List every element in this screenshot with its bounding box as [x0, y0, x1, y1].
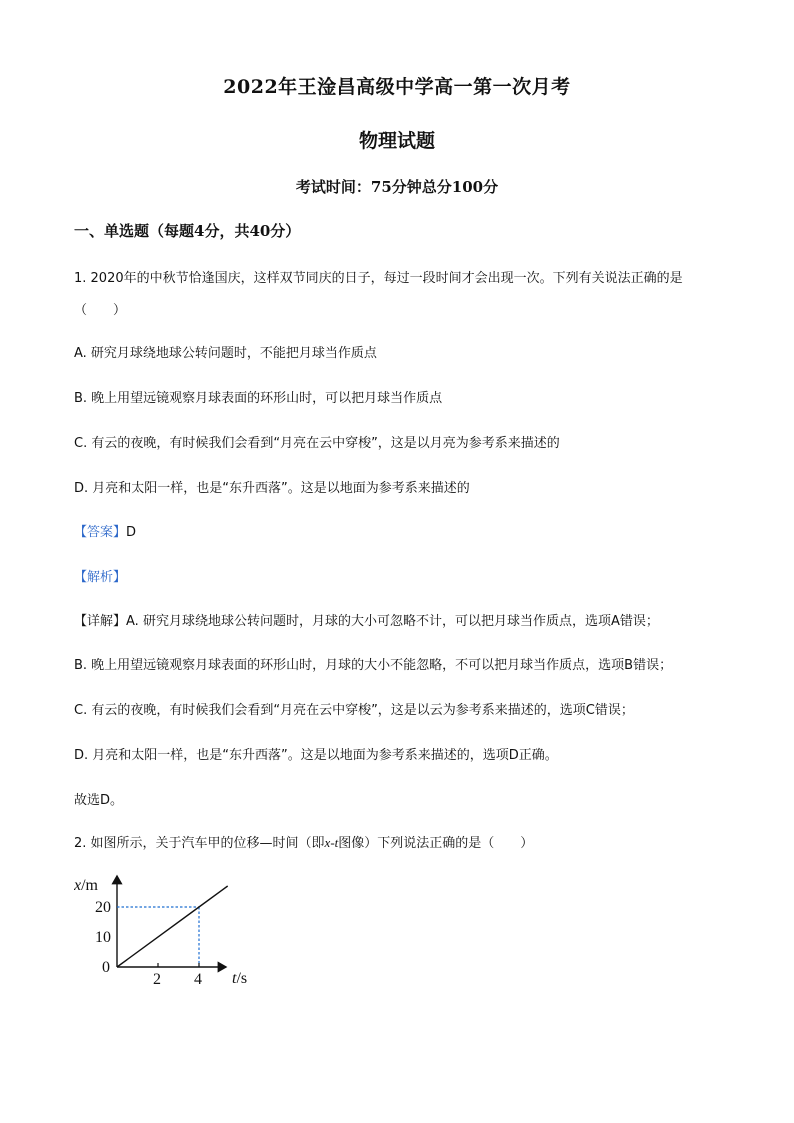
detail-line-c: C. 有云的夜晚，有时候我们会看到“月亮在云中穿梭”，这是以云为参考系来描述的，选项C错误；: [74, 703, 634, 718]
section-heading: 一、单选题（每题4分，共40分）: [74, 222, 301, 240]
answer-tag: 【答案】: [74, 525, 127, 540]
q2-stem-suffix: 图像）下列说法正确的是（ ）: [338, 836, 534, 851]
q2-stem: [74, 832, 533, 851]
y-axis-label: x/m: [74, 877, 98, 894]
detail-tag: 【详解】: [74, 614, 127, 629]
q1-stem-line2: （ ）: [74, 303, 127, 318]
exam-title: 2022年王淦昌高级中学高一第一次月考: [223, 76, 571, 98]
detail-text-a: A. 研究月球绕地球公转问题时，月球的大小可忽略不计，可以把月球当作质点，选项A错误；: [126, 614, 659, 629]
subject-title: 物理试题: [358, 130, 435, 152]
answer-value: D: [126, 525, 137, 540]
q2-stem-prefix: 2. 如图所示，关于汽车甲的位移—时间（即: [74, 836, 325, 851]
q1-stem-line1: 1. 2020年的中秋节恰逢国庆，这样双节同庆的日子，每过一段时间才会出现一次。下列有关说法正确的是: [74, 271, 683, 286]
y-tick-label-0: 10: [95, 929, 111, 946]
q2-stem-var: x-t: [324, 835, 339, 850]
q1-option-a: A. 研究月球绕地球公转问题时，不能把月球当作质点: [74, 346, 377, 361]
exam-info: 考试时间：75分钟总分100分: [295, 178, 499, 196]
answer-line: [74, 521, 136, 540]
x-axis-label: t/s: [232, 970, 248, 987]
series-line: [117, 886, 228, 967]
detail-line-a: [74, 610, 659, 629]
y-tick-label-1: 20: [95, 899, 111, 916]
conclusion-line: 故选D。: [74, 793, 124, 808]
analysis-label: 【解析】: [74, 570, 127, 585]
x-tick-label-1: 4: [194, 971, 202, 988]
q1-option-c: C. 有云的夜晚，有时候我们会看到“月亮在云中穿梭”，这是以月亮为参考系来描述的: [74, 436, 560, 451]
q1-option-d: D. 月亮和太阳一样，也是“东升西落”。这是以地面为参考系来描述的: [74, 481, 470, 496]
analysis-tag: [74, 566, 126, 585]
q1-option-b: B. 晚上用望远镜观察月球表面的环形山时，可以把月球当作质点: [74, 391, 443, 406]
xt-graph: [74, 868, 264, 993]
x-tick-label-0: 2: [153, 971, 161, 988]
origin-label: 0: [102, 959, 110, 976]
detail-line-d: D. 月亮和太阳一样，也是“东升西落”。这是以地面为参考系来描述的，选项D正确。: [74, 748, 558, 763]
detail-line-b: B. 晚上用望远镜观察月球表面的环形山时，月球的大小不能忽略，不可以把月球当作质点，选项B错误；: [74, 658, 673, 673]
